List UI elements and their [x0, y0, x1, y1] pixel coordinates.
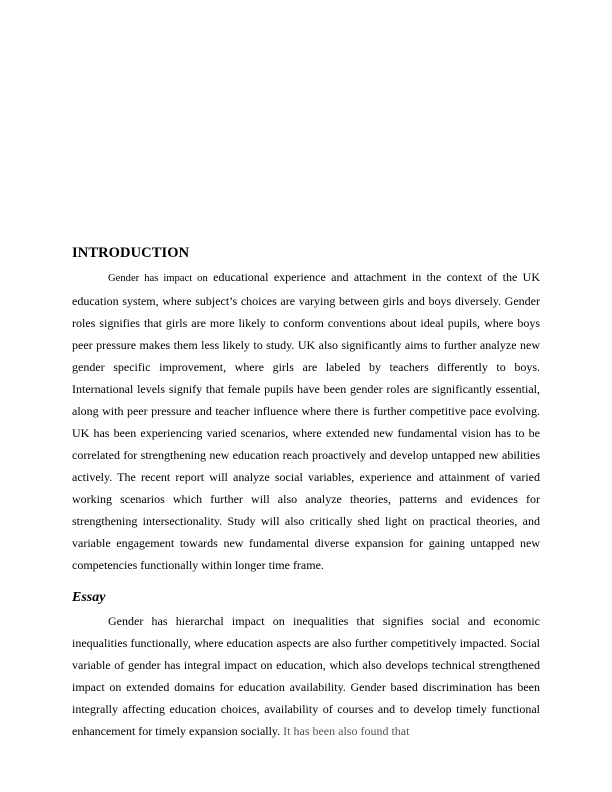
- document-body: [72, 243, 540, 742]
- essay-paragraph: [72, 610, 540, 742]
- essay-heading: Essay: [72, 590, 106, 605]
- introduction-paragraph-text: educational experience and attachment in the context of the UK education system, where subject’s choices are varying between girls and boys diversely. Gender roles signifies that girls are more likely to conform conventions about ideal pupils, where boys peer pressure makes them less likely to study. UK also significantly aims to further analyze new gender specific improvement, where girls are labeled by teachers differently to boys. International levels signify that female pupils have been gender roles are significantly essential, along with peer pressure and teacher influence where there is further competitive pace evolving. UK has been experiencing varied scenarios, where extended new fundamental vision has to be correlated for strengthening new education reach proactively and develop untapped new abilities actively. The recent report will analyze social variables, experience and attainment of varied working scenarios which further will also analyze theories, patterns and evidences for strengthening intersectionality. Study will also critically shed light on practical theories, and variable engagement towards new fundamental diverse expansion for gaining untapped new competencies functionally within longer time frame.: [72, 270, 540, 572]
- introduction-paragraph: [72, 266, 540, 576]
- essay-paragraph-tail: It has been also found that: [283, 724, 410, 738]
- introduction-lead-phrase: Gender has impact on: [108, 273, 208, 284]
- introduction-heading: INTRODUCTION: [72, 245, 190, 261]
- essay-paragraph-text: Gender has hierarchal impact on inequalities that signifies social and economic inequalities functionally, where education aspects are also further competitively impacted. Social variable of gender has integral impact on education, which also develops technical strengthened impact on extended domains for education availability. Gender based discrimination has been integrally affecting education choices, availability of courses and to develop timely functional enhancement for timely expansion socially.: [72, 614, 540, 738]
